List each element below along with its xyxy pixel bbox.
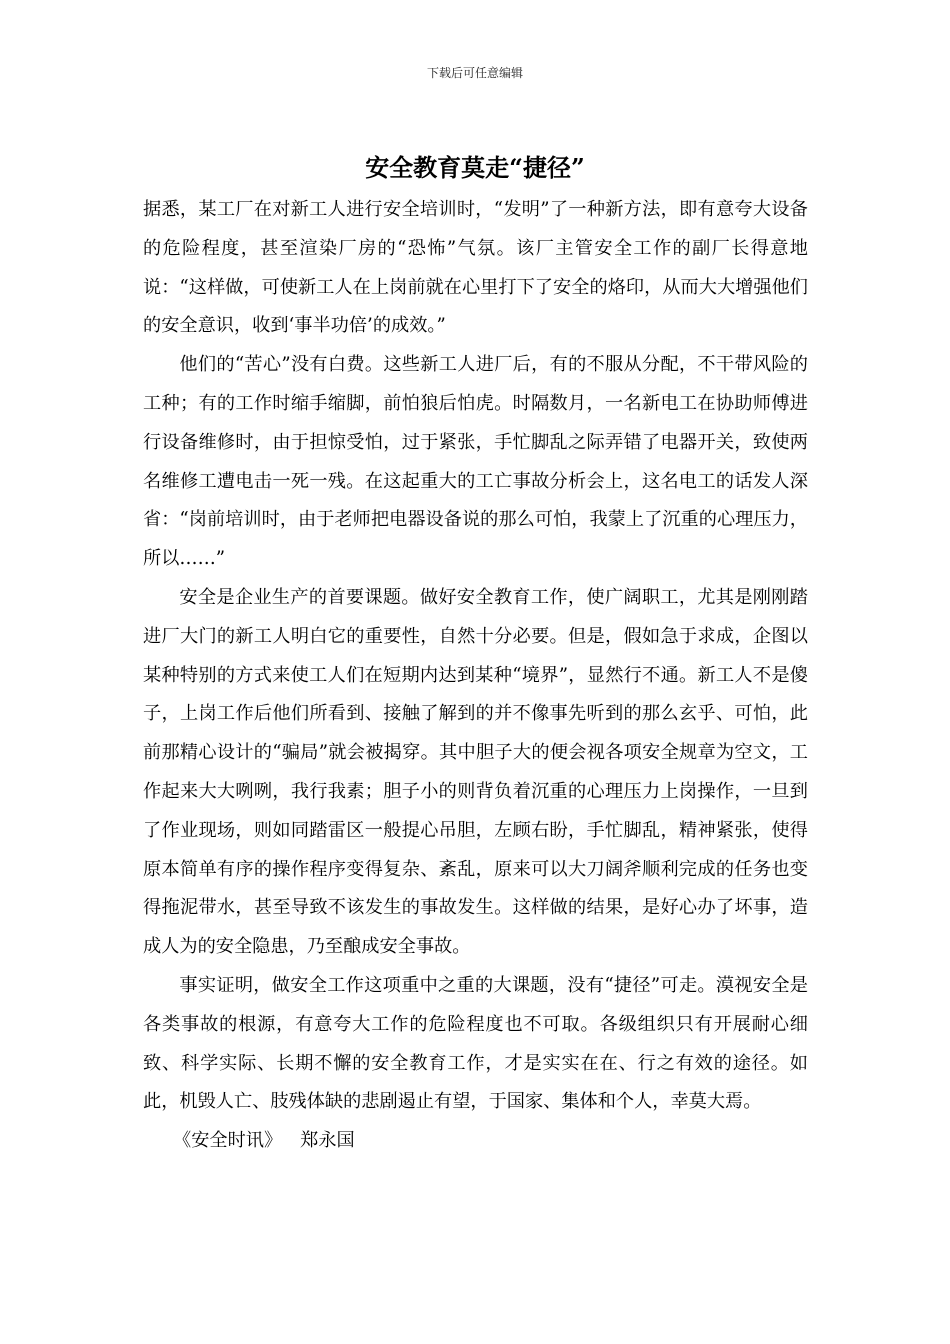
- source-author: 郑永国: [300, 1130, 355, 1152]
- article-title: 安全教育莫走“捷径”: [365, 153, 585, 182]
- paragraph-1: 据悉，某工厂在对新工人进行安全培训时，“发明”了一种新方法，即有意夸大设备的危险程度，甚至渲染厂房的“恐怖”气氛。该厂主管安全工作的副厂长得意地说：“这样做，可使新工人在上岗前就在心里打下了安全的烙印，从而大大增强他们的安全意识，收到‘事半功倍’的成效。”: [143, 199, 808, 337]
- source-line: [143, 1122, 808, 1161]
- article-body: [143, 191, 808, 1161]
- paragraph-4: 事实证明，做安全工作这项重中之重的大课题，没有“捷径”可走。漠视安全是各类事故的根源，有意夸大工作的危险程度也不可取。各级组织只有开展耐心细致、科学实际、长期不懈的安全教育工作，才是实实在在、行之有效的途径。如此，机毁人亡、肢残体缺的悲剧遏止有望，于国家、集体和个人，幸莫大焉。: [143, 974, 808, 1113]
- header-note: 下载后可任意编辑: [426, 66, 523, 80]
- paragraph-2: 他们的“苦心”没有白费。这些新工人进厂后，有的不服从分配，不干带风险的工种；有的工作时缩手缩脚，前怕狼后怕虎。时隔数月，一名新电工在协助师傅进行设备维修时，由于担惊受怕，过于紧张，手忙脚乱之际弄错了电器开关，致使两名维修工遭电击一死一残。在这起重大的工亡事故分析会上，这名电工的话发人深省：“岗前培训时，由于老师把电器设备说的那么可怕，我蒙上了沉重的心理压力，所以……”: [143, 354, 808, 570]
- source-publication: 《安全时讯》: [173, 1130, 283, 1152]
- paragraph-3: 安全是企业生产的首要课题。做好安全教育工作，使广阔职工，尤其是刚刚踏进厂大门的新工人明白它的重要性，自然十分必要。但是，假如急于求成，企图以某种特别的方式来使工人们在短期内达到某种“境界”，显然行不通。新工人不是傻子，上岗工作后他们所看到、接触了解到的并不像事先听到的那么玄乎、可怕，此前那精心设计的“骗局”就会被揭穿。其中胆子大的便会视各项安全规章为空文，工作起来大大咧咧，我行我素；胆子小的则背负着沉重的心理压力上岗操作，一旦到了作业现场，则如同踏雷区一般提心吊胆，左顾右盼，手忙脚乱，精神紧张，使得原本简单有序的操作程序变得复杂、紊乱，原来可以大刀阔斧顺利完成的任务也变得拖泥带水，甚至导致不该发生的事故发生。这样做的结果，是好心办了坏事，造成人为的安全隐患，乃至酿成安全事故。: [143, 586, 808, 958]
